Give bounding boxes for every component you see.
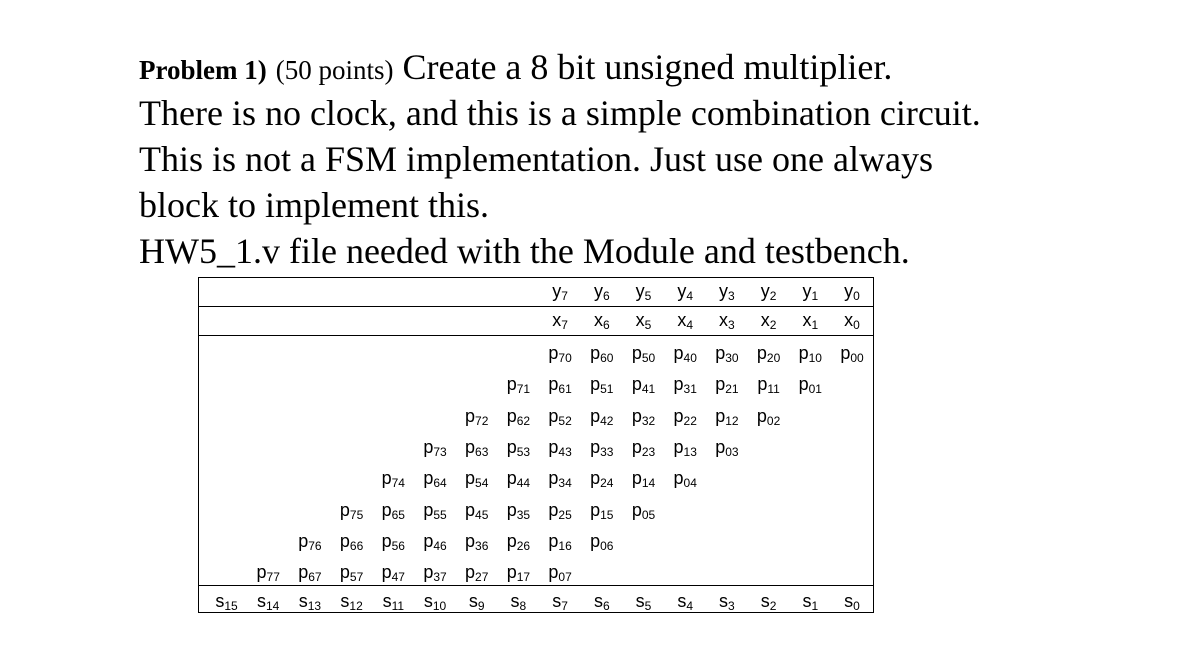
partial-product: $p_{37}$ <box>423 562 447 585</box>
partial-product: $p_{70}$ <box>548 343 572 365</box>
partial-product: $p_{17}$ <box>506 562 531 585</box>
problem-line-2: There is no clock, and this is a simple combination circuit. <box>139 93 981 133</box>
sum-bit: $s_{11}$ <box>382 591 405 613</box>
partial-product: $p_{23}$ <box>631 436 656 459</box>
problem-line-1-text: Create a 8 bit unsigned multiplier. <box>402 47 893 87</box>
operand-y-bit: $y_3$ <box>719 281 735 303</box>
problem-line-1 <box>139 44 1169 90</box>
operand-y-bit: $y_6$ <box>593 281 610 303</box>
problem-points: (50 points) <box>275 55 394 85</box>
partial-product: $p_{20}$ <box>756 343 781 365</box>
operand-x-bit: $x_1$ <box>802 310 819 332</box>
sum-bit: $s_9$ <box>468 591 485 613</box>
partial-product: $p_{71}$ <box>506 374 531 397</box>
partial-product: $p_{52}$ <box>548 405 572 428</box>
partial-product: $p_{14}$ <box>631 468 656 491</box>
sum-bit: $s_7$ <box>552 591 568 613</box>
sum-bit: $s_{14}$ <box>257 591 280 613</box>
partial-product: $p_{54}$ <box>465 468 489 491</box>
operand-y-bit: $y_0$ <box>844 281 860 303</box>
problem-statement <box>139 44 1169 274</box>
sum-bit: $s_3$ <box>719 591 735 613</box>
partial-product: $p_{10}$ <box>798 343 822 365</box>
partial-product: $p_{46}$ <box>423 530 447 553</box>
problem-label: Problem 1) <box>139 55 267 85</box>
sum-divider-line <box>199 585 873 586</box>
partial-product: $p_{11}$ <box>757 374 780 397</box>
operand-y-bit: $y_5$ <box>635 281 652 303</box>
sum-bit: $s_0$ <box>844 591 860 613</box>
partial-product: $p_{53}$ <box>506 436 531 459</box>
partial-product: $p_{40}$ <box>673 343 697 365</box>
operand-y-bit: $y_2$ <box>760 281 777 303</box>
partial-product: $p_{45}$ <box>465 499 489 522</box>
operand-x-bit: $x_0$ <box>844 310 860 332</box>
operand-y-bit: $y_4$ <box>677 281 694 303</box>
partial-product: $p_{72}$ <box>465 405 489 428</box>
partial-product: $p_{21}$ <box>715 374 739 397</box>
partial-product: $p_{22}$ <box>673 405 697 428</box>
partial-product: $p_{32}$ <box>631 405 656 428</box>
operand-x-bit: $x_4$ <box>677 310 694 332</box>
partial-product: $p_{55}$ <box>423 499 447 522</box>
sum-bit: $s_{10}$ <box>423 591 447 613</box>
partial-product: $p_{51}$ <box>590 374 614 397</box>
sum-bit: $s_6$ <box>593 591 610 613</box>
partial-product: $p_{41}$ <box>631 374 656 397</box>
operand-x-bit: $x_6$ <box>593 310 610 332</box>
operand-x-bit: $x_5$ <box>635 310 652 332</box>
partial-product: $p_{30}$ <box>715 343 739 365</box>
partial-product: $p_{56}$ <box>381 530 405 553</box>
partial-product: $p_{67}$ <box>298 562 322 585</box>
partial-product: $p_{04}$ <box>673 468 697 491</box>
partial-product: $p_{27}$ <box>465 562 489 585</box>
partial-product: $p_{75}$ <box>339 499 364 522</box>
operand-x-bit: $x_3$ <box>719 310 735 332</box>
partial-product: $p_{03}$ <box>715 436 739 459</box>
operand-y-bit: $y_7$ <box>552 281 568 303</box>
sum-bit: $s_8$ <box>510 591 527 613</box>
divider-line <box>199 306 873 307</box>
partial-product: $p_{16}$ <box>548 530 572 553</box>
multiplication-table <box>198 277 874 613</box>
partial-product: $p_{47}$ <box>381 562 405 585</box>
partial-product: $p_{34}$ <box>548 468 572 491</box>
problem-line-4: block to implement this. <box>139 185 489 225</box>
partial-product: $p_{12}$ <box>715 405 739 428</box>
sum-bit: $s_{15}$ <box>215 591 238 613</box>
partial-product: $p_{26}$ <box>506 530 531 553</box>
sum-bit: $s_1$ <box>802 591 819 613</box>
operand-y-bit: $y_1$ <box>802 281 819 303</box>
partial-product: $p_{64}$ <box>423 468 447 491</box>
operand-x-bit: $x_2$ <box>760 310 777 332</box>
partial-product: $p_{15}$ <box>590 499 614 522</box>
partial-product: $p_{77}$ <box>256 562 280 585</box>
partial-product: $p_{13}$ <box>673 436 697 459</box>
partial-product: $p_{44}$ <box>506 468 531 491</box>
partial-product: $p_{36}$ <box>465 530 489 553</box>
partial-product: $p_{01}$ <box>798 374 822 397</box>
partial-product: $p_{25}$ <box>548 499 572 522</box>
partial-product: $p_{02}$ <box>756 405 781 428</box>
partial-product: $p_{05}$ <box>631 499 656 522</box>
partial-product: $p_{62}$ <box>506 405 531 428</box>
partial-product: $p_{66}$ <box>339 530 364 553</box>
problem-line-5: HW5_1.v file needed with the Module and testbench. <box>139 231 910 271</box>
partial-product: $p_{35}$ <box>506 499 531 522</box>
partial-product: $p_{24}$ <box>590 468 614 491</box>
divider-line <box>199 335 873 336</box>
partial-product: $p_{50}$ <box>631 343 656 365</box>
partial-product: $p_{60}$ <box>590 343 614 365</box>
partial-product: $p_{42}$ <box>590 405 614 428</box>
partial-product: $p_{74}$ <box>381 468 405 491</box>
partial-product: $p_{33}$ <box>590 436 614 459</box>
partial-product: $p_{57}$ <box>339 562 364 585</box>
problem-line-3: This is not a FSM implementation. Just use one always <box>139 139 933 179</box>
operand-x-bit: $x_7$ <box>552 310 568 332</box>
sum-bit: $s_2$ <box>760 591 777 613</box>
partial-product: $p_{00}$ <box>840 343 864 365</box>
partial-product: $p_{65}$ <box>381 499 405 522</box>
partial-product: $p_{76}$ <box>298 530 322 553</box>
sum-bit: $s_4$ <box>677 591 694 613</box>
partial-product: $p_{07}$ <box>548 562 572 585</box>
partial-product: $p_{61}$ <box>548 374 572 397</box>
partial-product: $p_{31}$ <box>673 374 697 397</box>
sum-bit: $s_5$ <box>635 591 652 613</box>
partial-product: $p_{43}$ <box>548 436 572 459</box>
partial-product: $p_{06}$ <box>590 530 614 553</box>
partial-product: $p_{63}$ <box>465 436 489 459</box>
sum-bit: $s_{12}$ <box>340 591 363 613</box>
sum-bit: $s_{13}$ <box>298 591 322 613</box>
partial-product: $p_{73}$ <box>423 436 447 459</box>
